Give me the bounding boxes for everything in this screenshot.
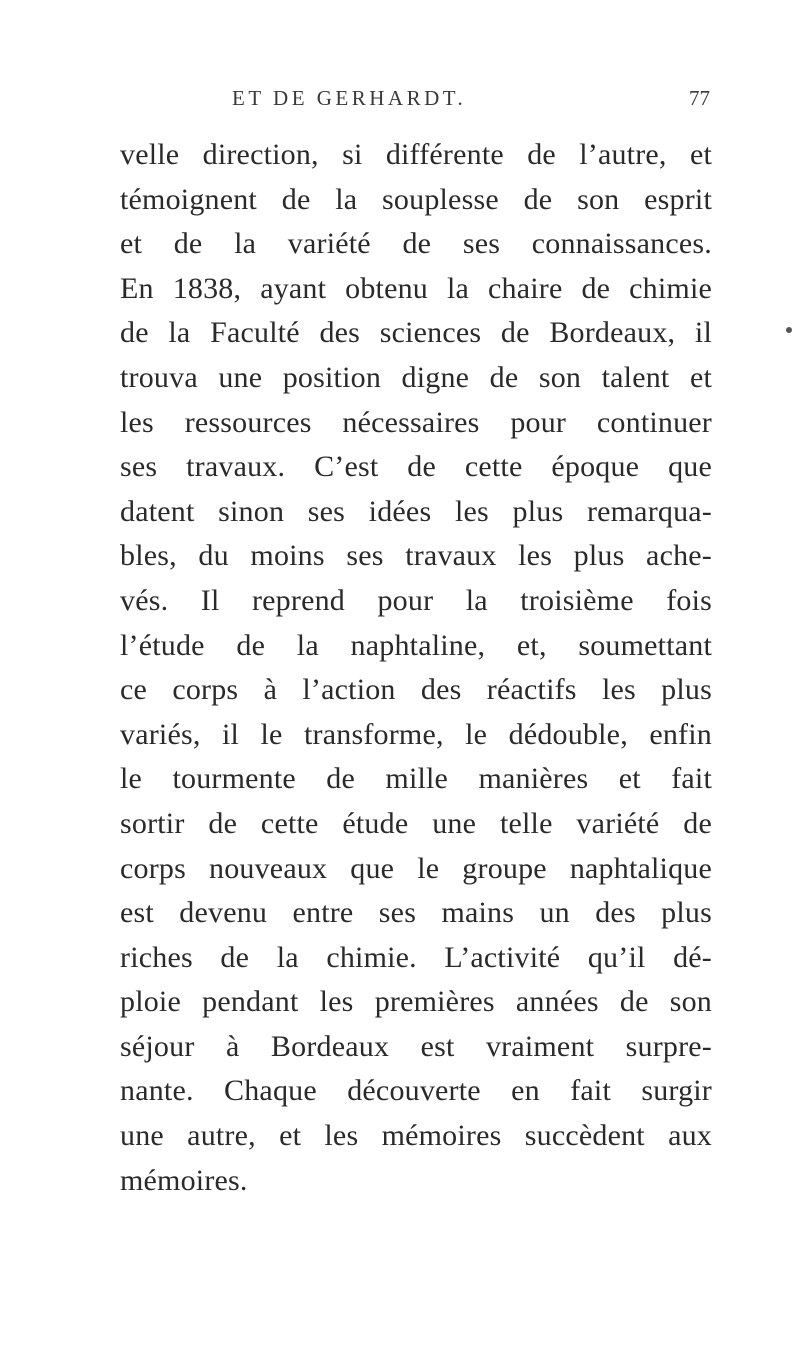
text-line: est devenu entre ses mains un des plus: [120, 896, 712, 930]
text-line: témoignent de la souplesse de son esprit: [120, 182, 712, 216]
text-line: datent sinon ses idées les plus remarqua-: [120, 494, 712, 528]
text-line: trouva une position digne de son talent et: [120, 360, 712, 394]
running-title: ET DE GERHARDT.: [232, 86, 467, 110]
text-line: corps nouveaux que le groupe naphtalique: [120, 851, 712, 885]
text-line: vés. Il reprend pour la troisième fois: [120, 583, 712, 617]
text-line: sortir de cette étude une telle variété de: [120, 806, 712, 840]
text-line: mémoires.: [120, 1163, 248, 1197]
page-number: 77: [689, 86, 710, 110]
text-line: de la Faculté des sciences de Bordeaux, il: [120, 316, 712, 350]
text-line: bles, du moins ses travaux les plus ache-: [120, 539, 712, 573]
text-line: riches de la chimie. L’activité qu’il dé-: [120, 940, 712, 974]
text-line: une autre, et les mémoires succèdent aux: [120, 1119, 712, 1153]
text-line: variés, il le transforme, le dédouble, enfin: [120, 717, 712, 751]
text-line: l’étude de la naphtaline, et, soumettant: [120, 628, 712, 662]
text-line: ses travaux. C’est de cette époque que: [120, 450, 712, 484]
text-line: nante. Chaque découverte en fait surgir: [120, 1074, 712, 1108]
body-text: [120, 133, 712, 1203]
text-line: le tourmente de mille manières et fait: [120, 762, 712, 796]
text-line: velle direction, si différente de l’autre, et: [120, 138, 712, 171]
text-line: En 1838, ayant obtenu la chaire de chimie: [120, 271, 712, 305]
margin-mark: [786, 327, 792, 333]
text-line: et de la variété de ses connaissances.: [120, 227, 712, 261]
text-line: les ressources nécessaires pour continuer: [120, 405, 712, 439]
running-head: [120, 86, 710, 116]
text-line: ploie pendant les premières années de son: [120, 985, 712, 1019]
text-line: ce corps à l’action des réactifs les plus: [120, 673, 712, 707]
text-line: séjour à Bordeaux est vraiment surpre-: [120, 1029, 712, 1063]
